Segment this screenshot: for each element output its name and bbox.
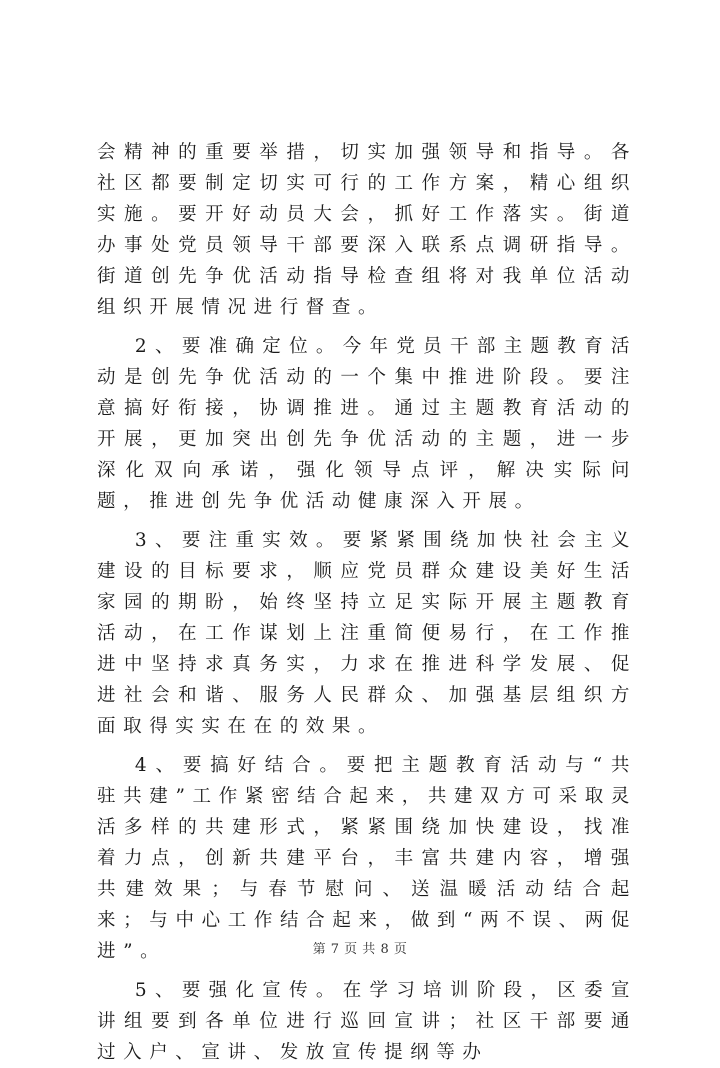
page-number-footer: 第 7 页 共 8 页 xyxy=(312,942,408,957)
document-body xyxy=(97,137,637,1068)
paragraph-item-5: 5、要强化宣传。在学习培训阶段，区委宣讲组要到各单位进行巡回宣讲；社区干部要通过入户、宣讲、发放宣传提纲等办 xyxy=(97,980,637,1063)
paragraph-item-4: 4、要搞好结合。要把主题教育活动与“共驻共建”工作紧密结合起来，共建双方可采取灵活多样的共建形式，紧紧围绕加快建设，找准着力点，创新共建平台，丰富共建内容，增强共建效果；与春节慰问、送温暖活动结合起来；与中心工作结合起来，做到“两不误、两促进”。 xyxy=(97,755,637,962)
paragraph-continuation: 会精神的重要举措，切实加强领导和指导。各社区都要制定切实可行的工作方案，精心组织实施。要开好动员大会，抓好工作落实。街道办事处党员领导干部要深入联系点调研指导。街道创先争优活动指导检查组将对我单位活动组织开展情况进行督查。 xyxy=(97,142,637,318)
paragraph-item-2: 2、要准确定位。今年党员干部主题教育活动是创先争优活动的一个集中推进阶段。要注意搞好衔接，协调推进。通过主题教育活动的开展，更加突出创先争优活动的主题，进一步深化双向承诺，强化领导点评，解决实际问题，推进创先争优活动健康深入开展。 xyxy=(97,336,637,512)
paragraph-gap xyxy=(97,323,629,331)
paragraph-gap xyxy=(97,742,629,750)
paragraph-gap xyxy=(97,967,629,975)
paragraph-gap xyxy=(97,517,629,525)
paragraph-item-3: 3、要注重实效。要紧紧围绕加快社会主义建设的目标要求，顺应党员群众建设美好生活家园的期盼，始终坚持立足实际开展主题教育活动，在工作谋划上注重简便易行，在工作推进中坚持求真务实，力求在推进科学发展、促进社会和谐、服务人民群众、加强基层组织方面取得实实在在的效果。 xyxy=(97,530,637,737)
